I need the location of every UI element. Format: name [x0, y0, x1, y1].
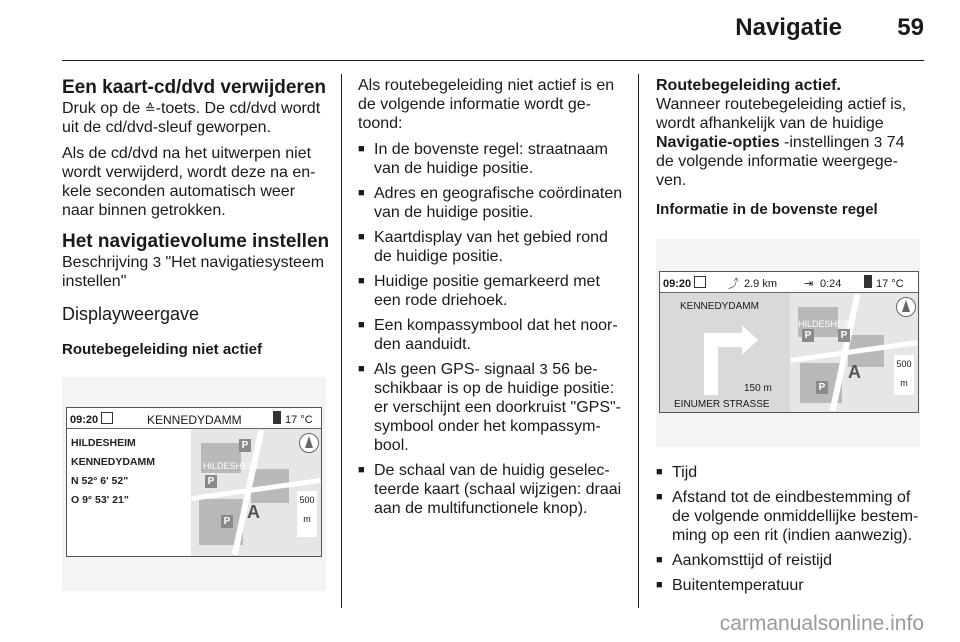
column-right — [656, 76, 924, 601]
thermometer-icon — [273, 411, 281, 424]
distance-display: 2.9 km — [744, 278, 778, 290]
area-label: A — [247, 502, 260, 522]
parking-icon: P — [816, 381, 828, 394]
turn-arrow-icon — [742, 325, 758, 355]
list-item: ■ De schaal van de huidig geselec-teerde kaart (schaal wijzigen: draai aan de multifunctionele knop). — [358, 461, 628, 518]
list-item: ■ Buitentemperatuur — [656, 576, 924, 595]
inactive-info-list — [358, 140, 628, 518]
paragraph-eject: Druk op de ≙-toets. De cd/dvd wordt uit de cd/dvd-sleuf geworpen. — [62, 100, 321, 136]
current-street: KENNEDYDAMM — [680, 301, 759, 312]
parking-icon: P — [221, 515, 233, 528]
parking-icon: P — [838, 329, 850, 342]
list-item: ■ Afstand tot de eindbestemming of de volgende onmiddellijke bestem-ming op een rit (indien aanwezig). — [656, 488, 924, 545]
compass-icon — [299, 433, 319, 453]
list-item: ■ Adres en geografische coördinaten van de huidige positie. — [358, 184, 628, 222]
parking-icon: P — [239, 439, 251, 452]
gps-icon — [101, 412, 113, 424]
figure-inactive-display — [62, 377, 326, 591]
arrival-icon: ⇥ — [804, 278, 814, 290]
parking-icon: P — [205, 475, 217, 488]
heading-volume: Het navigatievolume instellen — [62, 231, 330, 252]
distance-icon: ⤴ — [728, 278, 739, 290]
street-line: KENNEDYDAMM — [71, 456, 155, 468]
eject-icon: ≙ — [144, 101, 156, 116]
list-item: ■ Een kompassymbool dat het noor-den aanduidt. — [358, 316, 628, 354]
time-display: 09:20 — [663, 278, 692, 290]
subheading-inactive: Routebegeleiding niet actief — [62, 341, 263, 358]
figure-active-display — [656, 239, 920, 447]
heading-display: Displayweergave — [62, 304, 200, 324]
reference-arrow-icon: 3 — [873, 134, 883, 151]
city-line: HILDESHEIM — [71, 437, 136, 449]
status-bar — [67, 408, 321, 429]
longitude-line: O 9° 53' 21" — [71, 494, 129, 506]
header-rule — [62, 60, 924, 61]
map-view — [790, 293, 918, 412]
temperature: 17 °C — [285, 414, 313, 426]
list-item: ■ Als geen GPS- signaal 3 56 be-schikbaar is op de huidige positie: er verschijnt een doorkruist "GPS"-symbool onder het kompassym-bool. — [358, 360, 628, 455]
arrival-display: 0:24 — [820, 278, 842, 290]
intro-paragraph: Als routebegeleiding niet actief is en de volgende informatie wordt ge-toond: — [358, 77, 615, 132]
column-divider-1 — [341, 74, 342, 608]
page-title: Navigatie — [735, 14, 842, 41]
street-name: KENNEDYDAMM — [147, 413, 242, 427]
turn-panel — [660, 293, 790, 412]
turn-arrow-bar — [704, 333, 744, 347]
position-info — [71, 434, 155, 510]
map-city-label: HILDESHEIM — [798, 319, 854, 329]
paragraph-auto-retract: Als de cd/dvd na het uitwerpen niet wordt verwijderd, wordt deze na en-kele seconden automatisch weer naar binnen getrokken. — [62, 145, 316, 219]
column-middle — [358, 76, 628, 524]
watermark: carmanualsonline.info — [719, 612, 924, 635]
top-line-info-list — [656, 463, 924, 595]
page-number: 59 — [897, 14, 924, 41]
status-bar — [660, 272, 918, 293]
map-city-label: HILDESHEIM — [203, 461, 259, 471]
list-item: ■ Kaartdisplay van het gebied rond de huidige positie. — [358, 228, 628, 266]
scale-bar: 500 m — [894, 355, 914, 395]
area-label: A — [848, 362, 861, 382]
scale-bar: 500 m — [297, 491, 317, 537]
list-item: ■ Aankomsttijd of reistijd — [656, 551, 924, 570]
time-display: 09:20 — [70, 414, 99, 426]
list-item: ■ Huidige positie gemarkeerd met een rode driehoek. — [358, 272, 628, 310]
compass-icon — [896, 297, 916, 317]
list-item: ■ Tijd — [656, 463, 924, 482]
gps-icon — [694, 276, 706, 288]
display-screen — [66, 407, 322, 557]
turn-arrow-shaft — [704, 339, 718, 395]
next-street: EINUMER STRASSE — [674, 399, 770, 410]
column-divider-2 — [638, 74, 639, 608]
list-item: ■ In de bovenste regel: straatnaam van de huidige positie. — [358, 140, 628, 178]
menu-reference: Navigatie-opties — [656, 134, 780, 151]
heading-eject: Een kaart-cd/dvd verwijderen — [62, 77, 326, 98]
paragraph-active: Wanneer routebegeleiding actief is, wordt afhankelijk van de huidige Navigatie-opties -instellingen 3 74 de volgende informatie weergege-ven. — [656, 96, 907, 189]
subheading-top-line: Informatie in de bovenste regel — [656, 201, 878, 218]
temperature: 17 °C — [876, 278, 904, 290]
paragraph-volume: Beschrijving 3 "Het navigatiesysteem instellen" — [62, 254, 325, 290]
thermometer-icon — [864, 275, 872, 288]
map-view — [191, 429, 321, 556]
reference-arrow-icon: 3 — [152, 254, 162, 271]
display-screen — [659, 271, 919, 413]
latitude-line: N 52° 6' 52" — [71, 475, 129, 487]
turn-distance: 150 m — [744, 383, 772, 394]
column-left — [62, 76, 330, 591]
reference-arrow-icon: 3 — [539, 361, 548, 378]
heading-active: Routebegeleiding actief. — [656, 77, 841, 94]
parking-icon: P — [802, 329, 814, 342]
